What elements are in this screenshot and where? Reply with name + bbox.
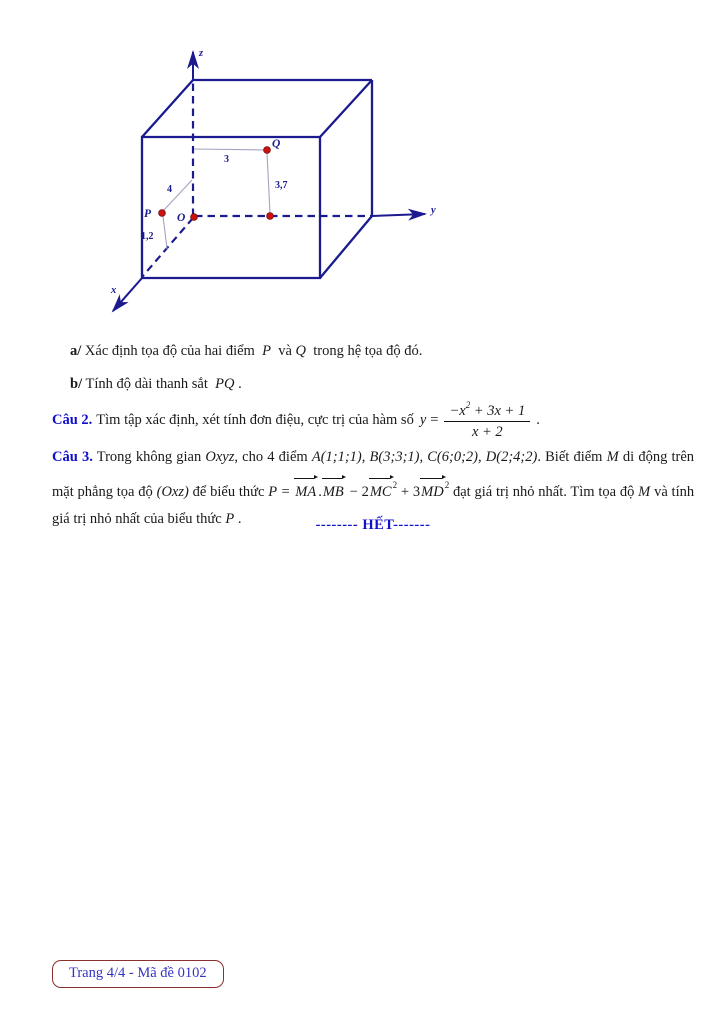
question-1b-text: Tính độ dài thanh sắt	[85, 376, 208, 392]
box-bottom-right-depth-edge	[320, 216, 372, 278]
point-P-label: P	[144, 208, 152, 220]
x-axis-label: x	[111, 285, 117, 296]
measure-3-label: 3	[224, 154, 229, 165]
vector-expression: MA $.MB - 2MC^2 + 3MD^2$	[294, 484, 449, 500]
var-Q: Q	[295, 343, 306, 359]
var-PQ: PQ	[215, 376, 235, 392]
page-footer-box	[52, 960, 224, 988]
question-2-text: Tìm tập xác định, xét tính đơn điệu, cực trị của hàm số	[96, 412, 414, 429]
period: .	[536, 412, 540, 429]
end-marker: -------- HẾT-------	[315, 517, 431, 533]
var-Oxyz: Oxyz	[205, 449, 235, 465]
question-1b: b/ Tính độ dài thanh sắt PQ .	[70, 376, 242, 392]
segment-3-7-line	[267, 153, 270, 213]
page-footer-text: Trang 4/4 - Mã đề 0102	[69, 965, 207, 981]
x-axis-hidden-segment	[142, 218, 193, 277]
point-Q-foot-dot	[267, 213, 274, 220]
var-y: y	[419, 412, 427, 429]
measurement-lines	[163, 149, 270, 249]
segment-3-line	[194, 149, 265, 150]
var-P2: P	[225, 511, 235, 527]
hidden-dashed-edges	[142, 80, 371, 277]
segment-1-2-line	[163, 216, 167, 249]
point-P-dot	[159, 210, 166, 217]
fraction-numerator: $-x^2 + 3x + 1$	[444, 400, 530, 422]
point-Q-dot	[264, 147, 271, 154]
axes	[113, 52, 425, 311]
question-3-label: Câu 3.	[52, 449, 93, 465]
box-top-left-depth-edge	[142, 80, 193, 137]
measure-1-2-label: 1,2	[141, 231, 154, 242]
question-1a-label: a/	[70, 343, 82, 359]
fraction	[444, 400, 530, 441]
fraction-denominator: x + 2	[471, 424, 503, 441]
box-solid-edges	[142, 80, 372, 278]
question-1a: a/ Xác định tọa độ của hai điểm P và Q trong hệ tọa độ đó.	[70, 343, 423, 359]
point-O-label: O	[177, 212, 186, 224]
measure-4-label: 4	[167, 184, 172, 195]
question-1a-text: Xác định tọa độ của hai điểm	[84, 343, 255, 359]
question-2	[52, 400, 712, 441]
measurement-labels	[141, 154, 288, 242]
box-top-right-depth-edge	[320, 80, 372, 137]
var-M2: M	[638, 483, 651, 500]
point-O-dot	[191, 214, 198, 221]
z-axis-label: z	[199, 48, 204, 59]
points	[159, 147, 274, 221]
measure-3-7-label: 3,7	[275, 180, 288, 191]
question-3: Câu 3. Trong không gian Oxyz, cho 4 điểm A(1;1;1), B(3;3;1), C(6;0;2), D(2;4;2). Biết điểm M di động trên mặt phẳng tọa độ (Oxz) để biểu thức P = MA $.MB - 2MC^2 + 3MD^2$ đạt giá trị nhỏ nhất. Tìm tọa độ M và tính giá trị nhỏ nhất của biểu thức P .	[52, 449, 695, 527]
vector-MC: MC	[369, 477, 394, 507]
vector-MA: MA	[294, 477, 318, 507]
x-axis-arrow	[113, 278, 142, 311]
question-2-label: Câu 2.	[52, 412, 93, 429]
box-front-face	[142, 137, 320, 278]
y-axis-arrow	[372, 214, 425, 216]
vector-MD: MD	[420, 477, 446, 507]
var-P-equals: P =	[268, 483, 291, 500]
var-Oxz: (Oxz)	[156, 483, 189, 500]
vector-MB: MB	[322, 477, 346, 507]
equals-sign: =	[430, 412, 439, 429]
var-P: P	[262, 343, 271, 359]
point-Q-label: Q	[272, 138, 281, 150]
var-M: M	[606, 449, 619, 465]
question-1b-label: b/	[70, 376, 83, 392]
coordinate-box-diagram	[88, 30, 443, 325]
points-list: A(1;1;1), B(3;3;1), C(6;0;2), D(2;4;2)	[311, 449, 538, 465]
y-axis-label: y	[431, 205, 436, 216]
